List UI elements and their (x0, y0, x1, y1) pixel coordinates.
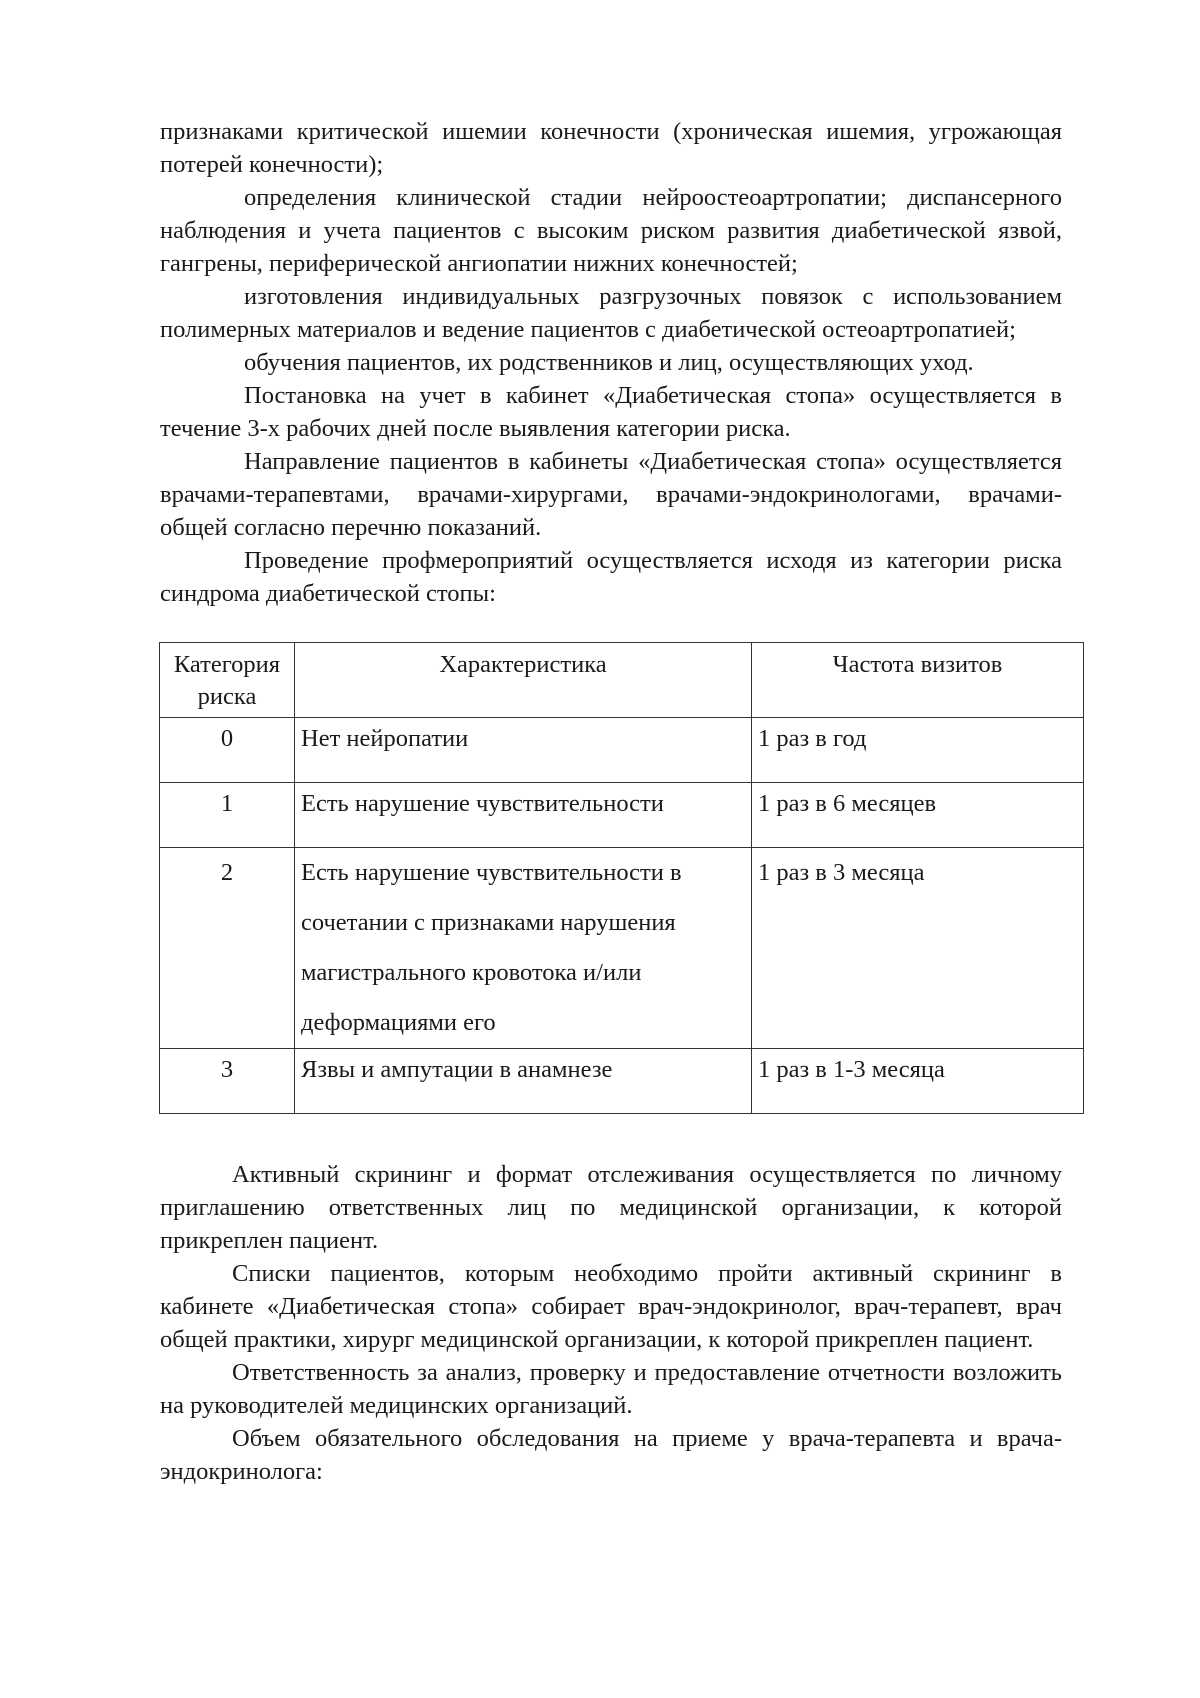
risk-table-wrapper (159, 642, 1062, 1114)
cell-category: 2 (160, 848, 295, 1049)
paragraph-patient-lists: Списки пациентов, которым необходимо пройти активный скрининг в кабинете «Диабетическая стопа» собирает врач-эндокринолог, врач-терапевт, врач общей практики, хирург медицинской организации, к которой прикреплен пациент. (160, 1260, 1062, 1353)
cell-frequency: 1 раз в 3 месяца (752, 848, 1084, 1049)
paragraph-referral: Направление пациентов в кабинеты «Диабетическая стопа» осуществляется врачами-терапевтами, врачами-хирургами, врачами-эндокринологами, врачами-общей согласно перечню показаний. (160, 448, 1062, 541)
paragraph-unloading-dressings: изготовления индивидуальных разгрузочных повязок с использованием полимерных материалов и ведение пациентов с диабетической остеоартропатией; (160, 283, 1062, 343)
cell-frequency: 1 раз в год (752, 718, 1084, 783)
cell-description: Язвы и ампутации в анамнезе (295, 1049, 752, 1114)
table-row (160, 783, 1084, 848)
header-characteristic: Характеристика (295, 643, 752, 718)
cell-frequency: 1 раз в 1-3 месяца (752, 1049, 1084, 1114)
table-row (160, 718, 1084, 783)
paragraph-stage-definition: определения клинической стадии нейроостеоартропатии; диспансерного наблюдения и учета пациентов с высоким риском развития диабетической язвой, гангрены, периферической ангиопатии нижних конечностей; (160, 184, 1062, 277)
cell-description: Есть нарушение чувствительности в сочетании с признаками нарушения магистрального кровотока и/или деформациями его (295, 848, 752, 1049)
cell-category: 3 (160, 1049, 295, 1114)
cell-category: 1 (160, 783, 295, 848)
paragraph-active-screening: Активный скрининг и формат отслеживания осуществляется по личному приглашению ответственных лиц по медицинской организации, к которой прикреплен пациент. (160, 1161, 1062, 1254)
table-header-row (160, 643, 1084, 718)
paragraph-mandatory-examination: Объем обязательного обследования на приеме у врача-терапевта и врача-эндокринолога: (160, 1425, 1062, 1485)
paragraph-prevention-intro: Проведение профмероприятий осуществляется исходя из категории риска синдрома диабетической стопы: (160, 547, 1062, 607)
table-row (160, 1049, 1084, 1114)
cell-description: Нет нейропатии (295, 718, 752, 783)
header-risk-category: Категория риска (160, 643, 295, 718)
cell-frequency: 1 раз в 6 месяцев (752, 783, 1084, 848)
paragraph-critical-ischemia: признаками критической ишемии конечности (хроническая ишемия, угрожающая потерей конечности); (160, 118, 1062, 178)
paragraph-patient-education: обучения пациентов, их родственников и лиц, осуществляющих уход. (244, 349, 974, 376)
paragraph-responsibility: Ответственность за анализ, проверку и предоставление отчетности возложить на руководителей медицинских организаций. (160, 1359, 1062, 1419)
cell-category: 0 (160, 718, 295, 783)
risk-category-table (159, 642, 1084, 1114)
paragraph-registration: Постановка на учет в кабинет «Диабетическая стопа» осуществляется в течение 3-х рабочих дней после выявления категории риска. (160, 382, 1062, 442)
cell-description: Есть нарушение чувствительности (295, 783, 752, 848)
document-page (160, 115, 1062, 1488)
header-visit-frequency: Частота визитов (752, 643, 1084, 718)
table-row (160, 848, 1084, 1049)
